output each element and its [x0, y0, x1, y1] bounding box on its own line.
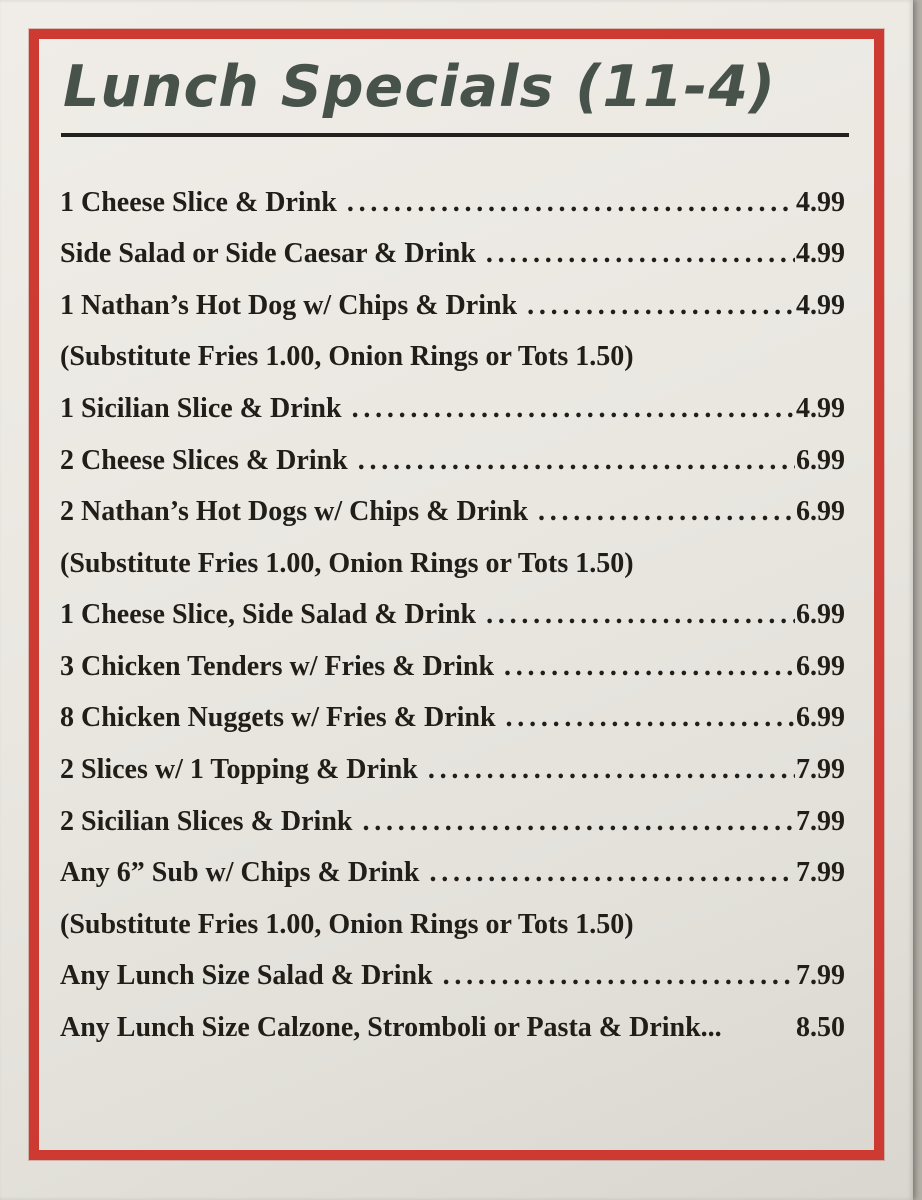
- menu-item: [60, 383, 845, 435]
- item-label: 1 Nathan’s Hot Dog w/ Chips & Drink: [60, 289, 518, 321]
- dot-leader: [352, 383, 795, 435]
- item-label: 2 Cheese Slices & Drink: [60, 444, 348, 476]
- item-price: 7.99: [796, 754, 845, 786]
- dot-leader: [347, 177, 795, 229]
- item-label: 1 Sicilian Slice & Drink: [60, 392, 342, 424]
- dot-leader: [486, 228, 795, 280]
- menu-item: [60, 641, 845, 693]
- item-label: Any Lunch Size Calzone, Stromboli or Pasta & Drink...: [60, 1012, 722, 1044]
- menu-list: [60, 177, 845, 1054]
- item-label: 8 Chicken Nuggets w/ Fries & Drink: [60, 702, 496, 734]
- dot-leader: [358, 435, 795, 487]
- menu-item: [60, 280, 845, 332]
- item-price: 7.99: [796, 805, 845, 837]
- menu-note: [60, 331, 845, 383]
- item-price: 4.99: [796, 238, 845, 270]
- menu-item: [60, 435, 845, 487]
- item-price: 7.99: [796, 960, 845, 992]
- dot-leader: [486, 589, 795, 641]
- dot-leader: [538, 486, 795, 538]
- menu-item: [60, 486, 845, 538]
- item-label: 3 Chicken Tenders w/ Fries & Drink: [60, 650, 495, 682]
- dot-leader: [362, 796, 795, 848]
- item-label: (Substitute Fries 1.00, Onion Rings or Tots 1.50): [60, 341, 634, 373]
- item-label: Any 6” Sub w/ Chips & Drink: [60, 857, 420, 889]
- item-label: 2 Sicilian Slices & Drink: [60, 805, 353, 837]
- menu-note: [60, 899, 845, 951]
- menu-item: [60, 692, 845, 744]
- item-label: 2 Slices w/ 1 Topping & Drink: [60, 754, 418, 786]
- menu-content: [53, 39, 855, 1150]
- item-label: (Substitute Fries 1.00, Onion Rings or Tots 1.50): [60, 908, 634, 940]
- dot-leader: [428, 744, 795, 796]
- item-price: 6.99: [796, 496, 845, 528]
- red-border-frame: [29, 29, 884, 1160]
- dot-leader: [429, 847, 795, 899]
- item-label: Any Lunch Size Salad & Drink: [60, 960, 433, 992]
- item-price: 4.99: [796, 289, 845, 321]
- menu-item: [60, 177, 845, 229]
- item-label: 1 Cheese Slice, Side Salad & Drink: [60, 599, 477, 631]
- menu-item: [60, 744, 845, 796]
- item-price: 4.99: [796, 186, 845, 218]
- dot-leader: [506, 692, 795, 744]
- item-label: 1 Cheese Slice & Drink: [60, 186, 337, 218]
- dot-leader: [527, 280, 795, 332]
- menu-item: [60, 847, 845, 899]
- menu-item: [60, 228, 845, 280]
- dot-leader: [443, 950, 795, 1002]
- item-price: 7.99: [796, 857, 845, 889]
- item-price: 6.99: [796, 650, 845, 682]
- menu-note: [60, 538, 845, 590]
- item-price: 6.99: [796, 702, 845, 734]
- menu-item: [60, 796, 845, 848]
- item-label: 2 Nathan’s Hot Dogs w/ Chips & Drink: [60, 496, 529, 528]
- item-label: (Substitute Fries 1.00, Onion Rings or Tots 1.50): [60, 547, 634, 579]
- item-price: 6.99: [796, 599, 845, 631]
- dot-leader: [504, 641, 795, 693]
- item-price: 4.99: [796, 392, 845, 424]
- item-label: Side Salad or Side Caesar & Drink: [60, 238, 476, 270]
- menu-item: [60, 589, 845, 641]
- item-price: 8.50: [796, 1012, 845, 1044]
- page-title: Lunch Specials (11-4): [61, 55, 849, 137]
- item-price: 6.99: [796, 444, 845, 476]
- menu-item: [60, 950, 845, 1002]
- menu-item: [60, 1002, 845, 1054]
